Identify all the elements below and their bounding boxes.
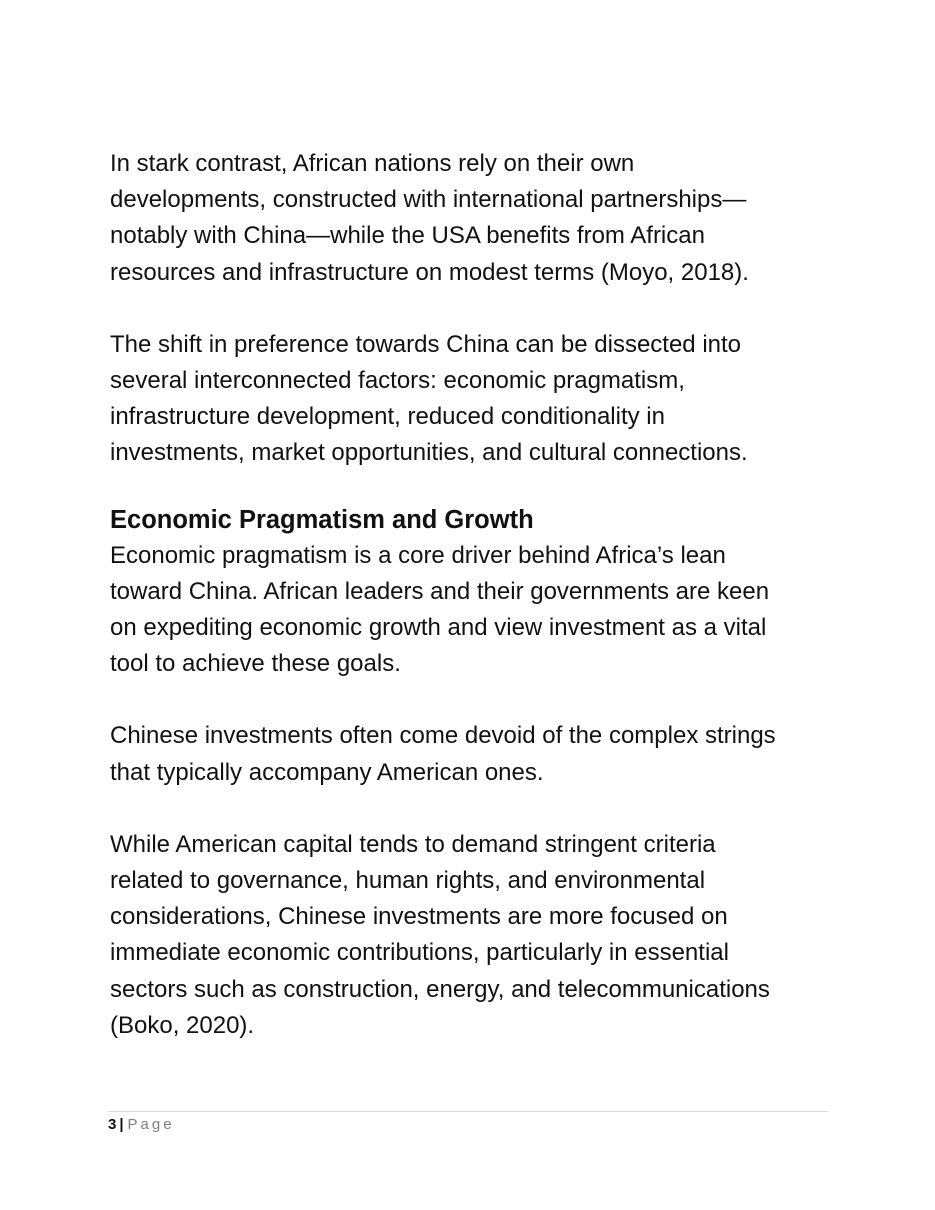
- text-line: While American capital tends to demand stringent criteria: [110, 830, 716, 858]
- text-line: related to governance, human rights, and environmental: [110, 867, 706, 895]
- text-line: infrastructure development, reduced conditionality in: [110, 403, 665, 431]
- text-line: investments, market opportunities, and cultural connections.: [110, 439, 748, 467]
- text-line: (Boko, 2020).: [110, 1011, 255, 1039]
- text-line: tool to achieve these goals.: [110, 650, 401, 678]
- text-line: several interconnected factors: economic pragmatism,: [110, 367, 685, 395]
- text-line: In stark contrast, African nations rely on their own: [110, 150, 635, 177]
- text-line: on expediting economic growth and view investment as a vital: [110, 614, 767, 642]
- document-page: [110, 146, 830, 1080]
- paragraph-chinese-investments: [110, 718, 830, 790]
- text-line: Economic pragmatism is a core driver behind Africa’s lean: [110, 541, 726, 569]
- footer-separator: |: [119, 1116, 124, 1133]
- text-line: resources and infrastructure on modest terms (Moyo, 2018).: [110, 258, 749, 286]
- text-line: developments, constructed with international partnerships—: [110, 186, 747, 214]
- section-heading: Economic Pragmatism and Growth: [110, 505, 534, 534]
- paragraph-pragmatism: [110, 538, 830, 683]
- text-line: The shift in preference towards China can be dissected into: [110, 330, 742, 358]
- text-line: toward China. African leaders and their governments are keen: [110, 577, 770, 605]
- page-label: Page: [127, 1116, 175, 1133]
- paragraph-contrast: [110, 146, 830, 291]
- text-line: notably with China—while the USA benefits from African: [110, 222, 705, 250]
- text-line: Chinese investments often come devoid of the complex strings: [110, 722, 776, 750]
- page-number: 3: [108, 1116, 117, 1133]
- paragraph-shift: [110, 327, 830, 472]
- text-line: immediate economic contributions, particularly in essential: [110, 939, 729, 967]
- text-line: sectors such as construction, energy, and telecommunications: [110, 975, 770, 1003]
- text-line: that typically accompany American ones.: [110, 758, 544, 786]
- paragraph-american-capital: [110, 827, 830, 1044]
- text-line: considerations, Chinese investments are more focused on: [110, 903, 728, 931]
- page-footer: [108, 1111, 828, 1133]
